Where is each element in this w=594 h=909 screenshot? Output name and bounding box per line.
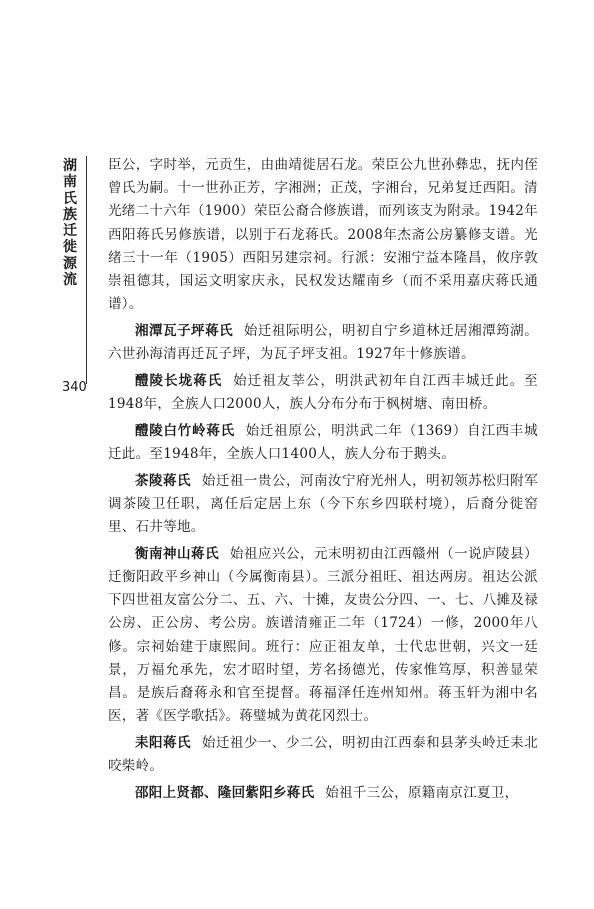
entry-title: 醴陵白竹岭蒋氏 xyxy=(135,422,235,439)
entry-paragraph xyxy=(108,782,538,805)
entry-text: 始迁祖际明公，明初自宁乡道林迁居湘潭筠湖。六世孙海清再迁瓦子坪，为瓦子坪支祖。1927年十修族谱。 xyxy=(108,322,538,363)
entry-paragraph xyxy=(108,320,538,366)
header-divider xyxy=(86,156,87,384)
intro-paragraph: 臣公，字时举，元贡生，由曲靖徙居石龙。荣臣公九世孙彝忠，抚内侄曾氏为嗣。十一世孙正芳，字湘洲；正茂，字湘台，兄弟复迁西阳。清光绪二十六年（1900）荣臣公裔合修族谱，而列该支为附录。1942年西阳蒋氏另修族谱，以别于石龙蒋氏。2008年杰斋公房纂修支谱。光绪三十一年（1905）西阳另建宗祠。行派：安湘宁益本隆昌，攸序敦崇祖德其，国运文明家庆永，民权发达耀南乡（而不采用嘉庆蒋氏通谱）。 xyxy=(108,157,538,313)
entry-paragraph xyxy=(108,470,538,540)
main-text xyxy=(108,154,538,808)
entry-text: 始祖千三公，原籍南京江夏卫， xyxy=(325,784,519,801)
entry-title: 耒阳蒋氏 xyxy=(135,734,192,751)
page-number: 340 xyxy=(62,380,87,395)
entry-title: 衡南神山蒋氏 xyxy=(135,545,220,562)
entry-title: 邵阳上贤都、隆回紫阳乡蒋氏 xyxy=(135,784,315,801)
entry-paragraph xyxy=(108,370,538,416)
entry-paragraph xyxy=(108,732,538,778)
entry-paragraph xyxy=(108,543,538,729)
entry-text: 始迁祖友莘公，明洪武初年自江西丰城迁此。至1948年，全族人口2000人，族人分布分布于枫树塘、南田桥。 xyxy=(108,372,538,413)
entry-text: 始祖应兴公，元末明初由江西赣州（一说庐陵县）迁衡阳政平乡神山（今属衡南县）。三派分祖旺、祖达两房。祖达公派下四世祖友富公分二、五、六、十摊，友贵公分四、一、七、八摊及禄公房、正公房、考公房。族谱清雍正二年（1724）一修，2000年八修。宗祠始建于康熙间。班行：应正祖友单，士代忠世朝，兴文一廷景，万福允承先，宏才昭时望，芳名扬德光，传家惟笃厚，积善显荣昌。是族后裔蒋永和官至提督。蒋福泽任连州知州。蒋玉轩为湘中名医，著《医学歌括》。蒋璧城为黄花冈烈士。 xyxy=(108,545,538,725)
entry-title: 醴陵长垅蒋氏 xyxy=(135,372,223,389)
entry-text: 始迁祖少一、少二公，明初由江西泰和县茅头岭迁耒北咬柴岭。 xyxy=(108,734,538,775)
entry-paragraph xyxy=(108,420,538,466)
entry-text: 始迁祖原公，明洪武二年（1369）自江西丰城迁此。至1948年，全族人口1400人，族人分布于鹅头。 xyxy=(108,422,538,462)
running-header-book-title: 湖南氏族迁徙源流 xyxy=(63,158,77,289)
entry-title: 湘潭瓦子坪蒋氏 xyxy=(135,322,234,339)
entry-title: 茶陵蒋氏 xyxy=(135,472,192,489)
entry-text: 始迁祖一贵公，河南汝宁府光州人，明初领苏松归附军调茶陵卫任职，离任后定居上东（今下东乡四联村境），后裔分徙窑里、石井等地。 xyxy=(108,472,538,536)
